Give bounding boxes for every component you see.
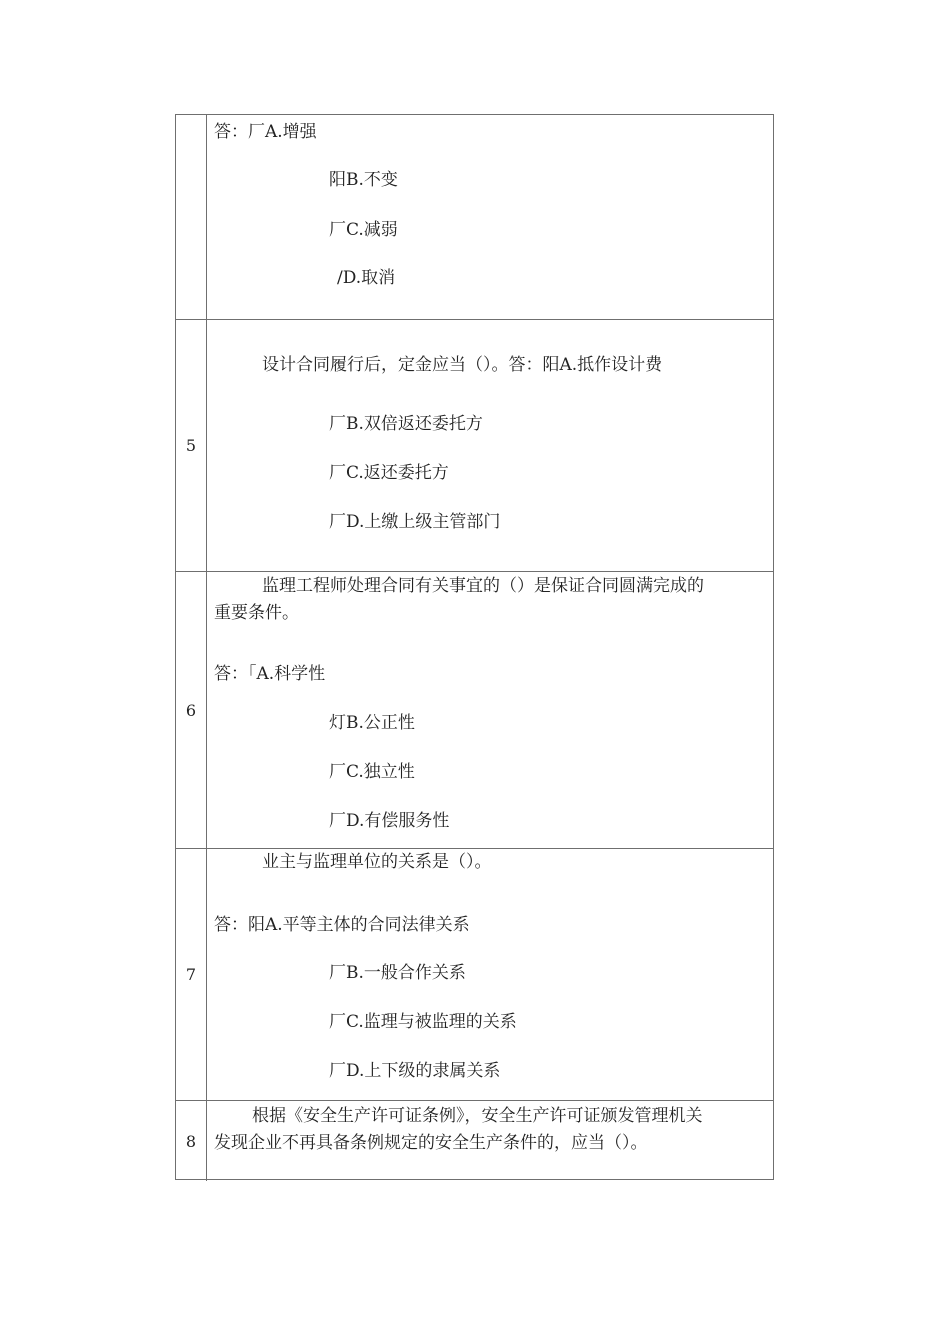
question-table: [175, 114, 774, 1180]
answer-line: 答：厂A.增强: [214, 122, 317, 142]
row-number: 6: [176, 572, 207, 848]
option-d: 厂D.有偿服务性: [329, 811, 450, 831]
row-number: 8: [176, 1101, 207, 1181]
question-text: 设计合同履行后，定金应当（）。答：阳A.抵作设计费: [262, 355, 663, 375]
row-number: 7: [176, 849, 207, 1100]
table-row: [176, 115, 773, 320]
option-c: 厂C.独立性: [329, 762, 415, 782]
option-b: 厂B.双倍返还委托方: [329, 414, 483, 434]
option-b: 阳B.不变: [329, 170, 398, 190]
question-text: 根据《安全生产许可证条例》，安全生产许可证颁发管理机关: [252, 1106, 703, 1126]
option-d: 厂D.上下级的隶属关系: [329, 1061, 501, 1081]
answer-line: 答：阳A.平等主体的合同法律关系: [214, 915, 470, 935]
table-row: [176, 1101, 773, 1181]
answer-line: 答：「A.科学性: [214, 664, 326, 684]
option-c: 厂C.返还委托方: [329, 463, 449, 483]
question-text-cont: 重要条件。: [214, 603, 299, 623]
row-number: [176, 115, 207, 319]
option-c: 厂C.监理与被监理的关系: [329, 1012, 517, 1032]
option-b: 厂B.一般合作关系: [329, 963, 466, 983]
option-d: /D.取消: [337, 268, 396, 288]
option-d: 厂D.上缴上级主管部门: [329, 512, 501, 532]
table-row: [176, 849, 773, 1101]
option-b: 灯B.公正性: [329, 713, 415, 733]
table-row: [176, 572, 773, 849]
question-text: 业主与监理单位的关系是（）。: [262, 852, 492, 872]
option-c: 厂C.减弱: [329, 220, 398, 240]
table-row: [176, 320, 773, 572]
question-text: 监理工程师处理合同有关事宜的（）是保证合同圆满完成的: [262, 576, 704, 596]
row-number: 5: [176, 320, 207, 571]
question-text-cont: 发现企业不再具备条例规定的安全生产条件的，应当（）。: [214, 1133, 648, 1153]
